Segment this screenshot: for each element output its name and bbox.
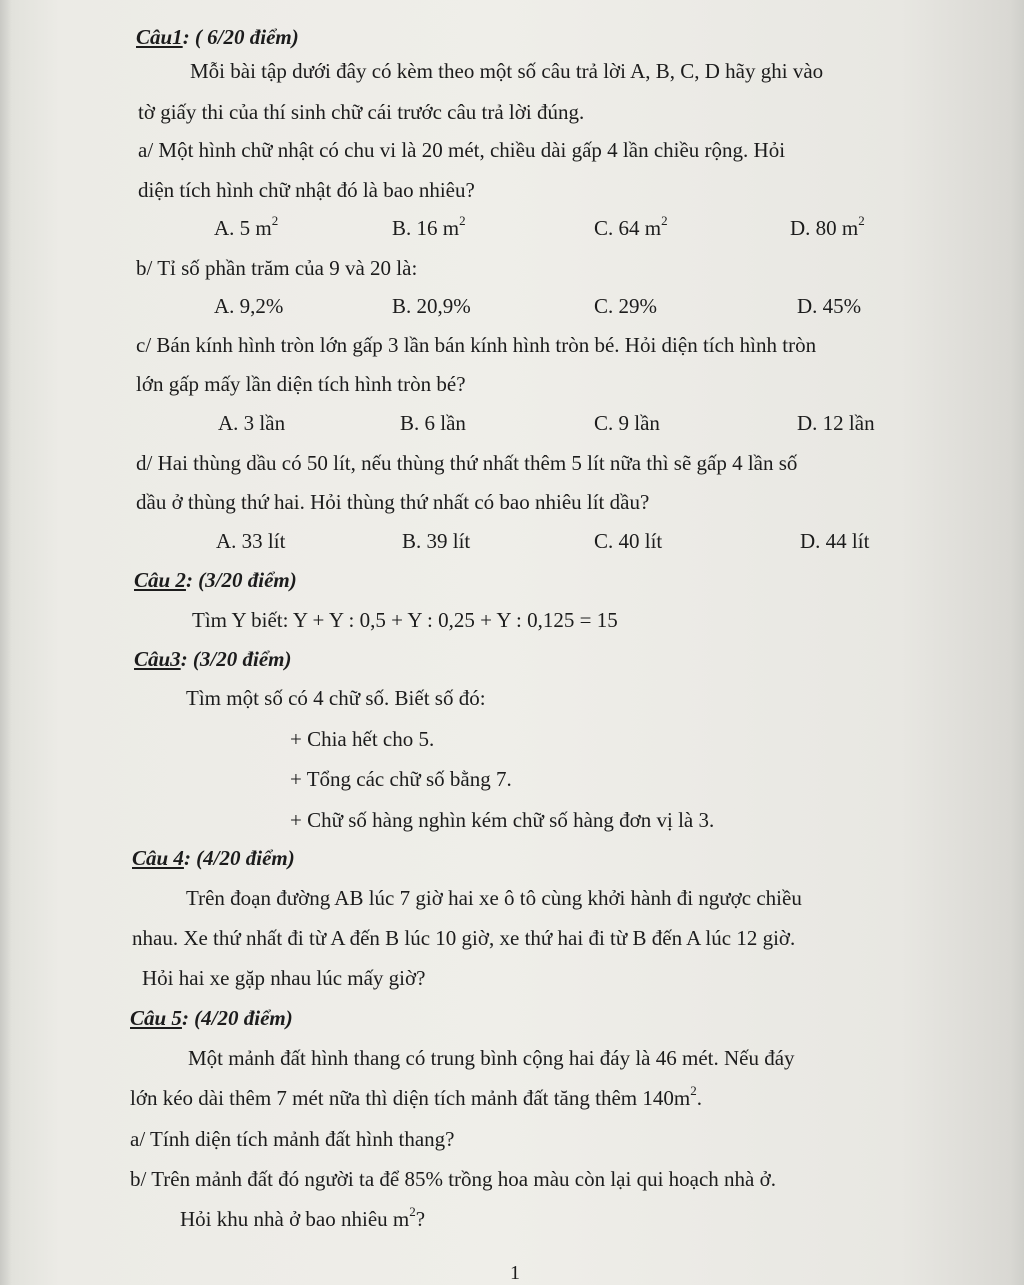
q3-condition-3: + Chữ số hàng nghìn kém chữ số hàng đơn vị là 3.	[290, 808, 715, 832]
q1c-line1: c/ Bán kính hình tròn lớn gấp 3 lần bán kính hình tròn bé. Hỏi diện tích hình tròn	[136, 333, 817, 357]
q1a-option-c: C. 64 $m^2$	[594, 213, 668, 240]
q1c-option-d: D. 12 lần	[797, 411, 875, 435]
q5-heading	[130, 1005, 293, 1031]
q1d-line2: dầu ở thùng thứ hai. Hỏi thùng thứ nhất có bao nhiêu lít dầu?	[136, 490, 650, 514]
q1d-option-d: D. 44 lít	[800, 529, 870, 553]
q1-heading	[136, 24, 299, 50]
q1d-line1: d/ Hai thùng dầu có 50 lít, nếu thùng thứ nhất thêm 5 lít nữa thì sẽ gấp 4 lần số	[136, 451, 798, 475]
q3-condition-2: + Tổng các chữ số bằng 7.	[290, 767, 512, 791]
q4-line1: Trên đoạn đường AB lúc 7 giờ hai xe ô tô cùng khởi hành đi ngược chiều	[186, 886, 802, 910]
q1d-option-c: C. 40 lít	[594, 529, 663, 553]
q3-condition-1: + Chia hết cho 5.	[290, 727, 435, 751]
q1-label: Câu1	[136, 25, 183, 49]
q3-points: : (3/20 điểm)	[180, 647, 292, 671]
q4-points: : (4/20 điểm)	[183, 846, 295, 870]
q1a-option-b: B. 16 $m^2$	[392, 213, 466, 240]
q2-equation: Tìm Y biết: Y + Y : 0,5 + Y : 0,25 + Y : 0,125 = 15	[192, 608, 618, 632]
q2-label: Câu 2	[134, 568, 186, 592]
q1c-line2: lớn gấp mấy lần diện tích hình tròn bé?	[136, 372, 466, 396]
q1d-option-b: B. 39 lít	[402, 529, 471, 553]
q1a-option-d: D. 80 $m^2$	[790, 213, 865, 240]
q5-line1: Một mảnh đất hình thang có trung bình cộng hai đáy là 46 mét. Nếu đáy	[188, 1046, 795, 1070]
q5a-line: a/ Tính diện tích mảnh đất hình thang?	[130, 1127, 455, 1151]
q1b-option-b: B. 20,9%	[392, 294, 471, 318]
q1-points: : ( 6/20 điểm)	[182, 25, 299, 49]
q1a-line2: diện tích hình chữ nhật đó là bao nhiêu?	[138, 178, 475, 202]
q5-label: Câu 5	[130, 1006, 182, 1030]
q5-points: : (4/20 điểm)	[181, 1006, 293, 1030]
q1a-line1: a/ Một hình chữ nhật có chu vi là 20 mét, chiều dài gấp 4 lần chiều rộng. Hỏi	[138, 138, 786, 162]
q1-intro-line1: Mỗi bài tập dưới đây có kèm theo một số câu trả lời A, B, C, D hãy ghi vào	[190, 59, 824, 83]
q1c-option-c: C. 9 lần	[594, 411, 660, 435]
q5-line2: lớn kéo dài thêm 7 mét nữa thì diện tích mảnh đất tăng thêm $140m^2$.	[130, 1083, 702, 1110]
q2-heading	[134, 567, 297, 593]
q1-intro-line2: tờ giấy thi của thí sinh chữ cái trước câu trả lời đúng.	[138, 100, 585, 124]
q1a-option-a: A. 5 $m^2$	[214, 213, 279, 240]
q2-points: : (3/20 điểm)	[185, 568, 297, 592]
q5b-line2: Hỏi khu nhà ở bao nhiêu $m^2$?	[180, 1204, 426, 1231]
q3-label: Câu3	[134, 647, 181, 671]
q1b-option-d: D. 45%	[797, 294, 862, 318]
q1d-option-a: A. 33 lít	[216, 529, 286, 553]
q1b-option-a: A. 9,2%	[214, 294, 284, 318]
q1c-option-b: B. 6 lần	[400, 411, 466, 435]
q3-text: Tìm một số có 4 chữ số. Biết số đó:	[186, 686, 486, 710]
q1b-option-c: C. 29%	[594, 294, 657, 318]
q4-line2: nhau. Xe thứ nhất đi từ A đến B lúc 10 giờ, xe thứ hai đi từ B đến A lúc 12 giờ.	[132, 926, 796, 950]
q5b-line1: b/ Trên mảnh đất đó người ta để 85% trồng hoa màu còn lại qui hoạch nhà ở.	[130, 1167, 776, 1191]
page-number: 1	[510, 1262, 520, 1284]
q4-heading	[132, 845, 295, 871]
q1b-line1: b/ Tỉ số phần trăm của 9 và 20 là:	[136, 256, 418, 280]
q4-line3: Hỏi hai xe gặp nhau lúc mấy giờ?	[142, 966, 426, 990]
q4-label: Câu 4	[132, 846, 184, 870]
q1c-option-a: A. 3 lần	[218, 411, 286, 435]
q3-heading	[134, 646, 292, 672]
